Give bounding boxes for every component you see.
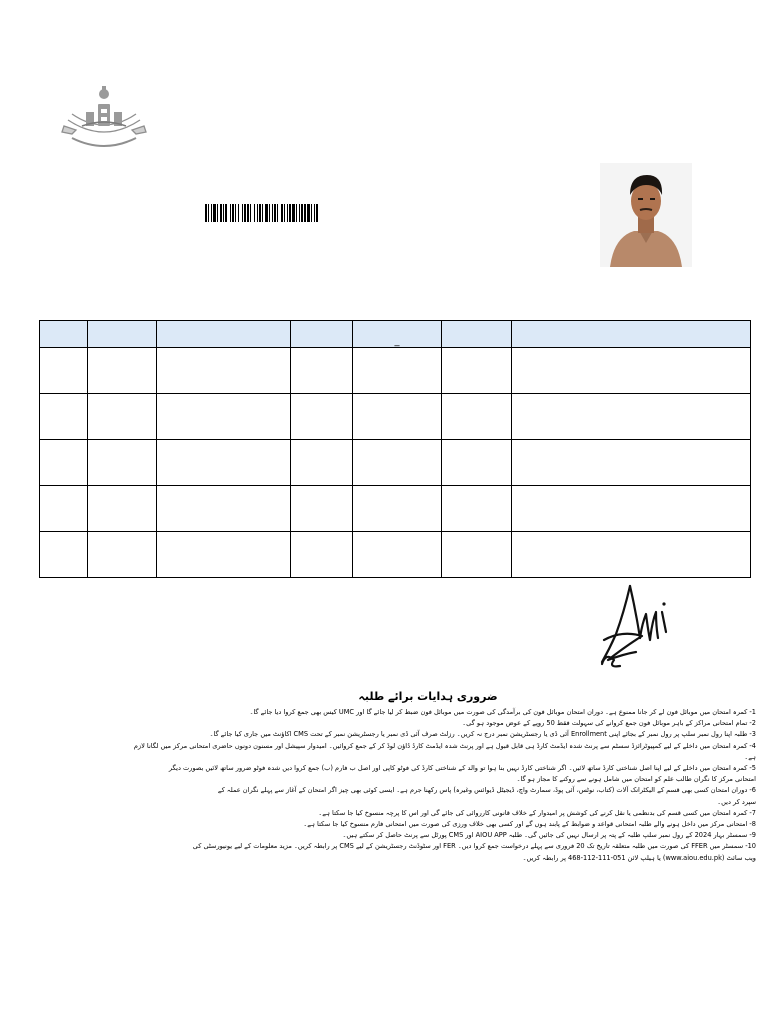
barcode-bar [259, 204, 261, 222]
table-cell [157, 440, 291, 486]
table-cell [512, 532, 751, 578]
roll-number-table [39, 320, 751, 578]
barcode-bar [205, 204, 207, 222]
barcode-bar [238, 204, 239, 222]
barcode-bar [235, 204, 236, 222]
barcode-bar [232, 204, 234, 222]
barcode [205, 204, 385, 222]
barcode-bar [262, 204, 263, 222]
barcode-bar [223, 204, 224, 222]
table-header-cell: _ [353, 321, 442, 348]
barcode-bar [265, 204, 268, 222]
barcode-bar [269, 204, 270, 222]
instruction-line: 10- سمسٹر میں FFER کی صورت میں طلبہ متعلقہ تاریخ تک 20 فروری سے پہلے درخواست جمع کروا دیں۔ FER اور سٹوڈنٹ رجسٹریشن کے لیے CMS پر رابطہ کریں۔ مزید معلومات کے لیے یونیورسٹی کی [192, 842, 756, 851]
table-header-cell [157, 321, 291, 348]
table-cell [442, 486, 512, 532]
barcode-bar [208, 204, 209, 222]
barcode-bar [242, 204, 243, 222]
barcode-bar [289, 204, 291, 222]
table-row [40, 486, 751, 532]
university-crest-logo [58, 82, 150, 152]
barcode-bar [281, 204, 283, 222]
barcode-bar [220, 204, 222, 222]
table-cell [88, 440, 157, 486]
barcode-bar [284, 204, 285, 222]
table-cell [40, 440, 88, 486]
barcode-bar [244, 204, 246, 222]
barcode-bar [311, 204, 312, 222]
barcode-bar [314, 204, 315, 222]
barcode-bar [274, 204, 276, 222]
student-photo [600, 163, 692, 267]
barcode-bar [250, 204, 251, 222]
instruction-line: 2- تمام امتحانی مراکز کے باہر موبائل فون جمع کروانے کی سہولت فقط 50 روپے کے عوض موجود ہو گی۔ [462, 719, 756, 728]
table-header-cell [512, 321, 751, 348]
table-header-cell [40, 321, 88, 348]
instruction-line: 8- امتحانی مرکز میں داخل ہونے والے طلبہ امتحانی قواعد و ضوابط کے پابند ہوں گے اور کسی بھی خلاف ورزی کی صورت میں امتحانی فارم منسوخ کیا جا سکتا ہے۔ [303, 820, 756, 829]
instruction-line: سپرد کر دیں۔ [717, 797, 756, 806]
table-cell [157, 532, 291, 578]
barcode-bar [304, 204, 306, 222]
table-header-cell [291, 321, 353, 348]
table-cell [512, 440, 751, 486]
barcode-bar [247, 204, 249, 222]
table-header-cell [88, 321, 157, 348]
table-cell [88, 486, 157, 532]
barcode-bar [272, 204, 273, 222]
table-row [40, 394, 751, 440]
table-cell [442, 532, 512, 578]
barcode-bar [307, 204, 310, 222]
table-cell [40, 532, 88, 578]
barcode-bar [257, 204, 258, 222]
barcode-bar [287, 204, 288, 222]
table-cell [88, 348, 157, 394]
table-cell [40, 486, 88, 532]
table-cell [353, 394, 442, 440]
table-cell [353, 348, 442, 394]
instruction-line: ویب سائٹ (www.aiou.edu.pk) یا ہیلپ لائن 051-111-112-468 پر رابطہ کریں۔ [522, 853, 756, 862]
instruction-line: 3- طلبہ اپنا رول نمبر سلپ پر رول نمبر کے بجائے اپنی Enrollment آئی ڈی یا رجسٹریشن نمبر درج نہ کریں۔ رزلٹ صرف آئی ڈی نمبر یا رجسٹریشن نمبر کے تحت CMS اکاؤنٹ میں جاری کیا جائے گا۔ [209, 730, 756, 739]
barcode-bar [217, 204, 218, 222]
table-cell [40, 348, 88, 394]
table-cell [512, 486, 751, 532]
barcode-bar [230, 204, 231, 222]
instructions-title: ضروری ہدایات برائے طلبہ [358, 690, 498, 703]
table-cell [157, 348, 291, 394]
table-cell [157, 486, 291, 532]
barcode-bar [277, 204, 278, 222]
table-cell [291, 440, 353, 486]
table-cell [353, 532, 442, 578]
table-cell [291, 486, 353, 532]
instruction-line: 1- کمرہ امتحان میں موبائل فون لے کر جانا ممنوع ہے۔ دوران امتحان موبائل فون کی برآمدگی کی صورت میں موبائل فون ضبط کر لیا جائے گا اور UMC کیس بھی جمع کروا دیا جائے گا۔ [249, 708, 756, 716]
table-cell [291, 394, 353, 440]
barcode-bar [211, 204, 212, 222]
barcode-bar [316, 204, 318, 222]
table-row [40, 348, 751, 394]
barcode-bar [225, 204, 227, 222]
table-cell [88, 532, 157, 578]
barcode-bar [296, 204, 297, 222]
barcode-bar [292, 204, 295, 222]
instruction-line: 6- دوران امتحان کسی بھی قسم کے الیکٹرانک آلات (کتاب، نوٹس، آئی پوڈ، سمارٹ واچ، ڈیجیٹل ڈیوائس وغیرہ) پاس رکھنا جرم ہے۔ ایسی کوئی بھی چیز اگر امتحان کے آغاز سے پہلے نگران عملہ کے [217, 786, 756, 795]
instruction-line: 7- کمرہ امتحان میں کسی قسم کی بدنظمی یا نقل کرنے کی کوشش پر امیدوار کے خلاف قانونی کارروائی کی جائے گی اور اس کا پرچہ منسوخ کیا جا سکتا ہے۔ [318, 808, 756, 817]
table-header-cell [442, 321, 512, 348]
barcode-bar [213, 204, 216, 222]
table-row [40, 532, 751, 578]
table-cell [442, 394, 512, 440]
instruction-line: امتحانی مرکز کا نگران طالب علم کو امتحان میں شامل ہونے سے روکنے کا مجاز ہو گا۔ [516, 775, 756, 784]
handwritten-signature [596, 582, 676, 672]
instruction-line: 9- سمسٹر بہار 2024 کے رول نمبر سلپ طلبہ کے پتہ پر ارسال نہیں کی جائیں گی۔ طلبہ AIOU APP اور CMS پورٹل سے پرنٹ حاصل کر سکتے ہیں۔ [342, 831, 756, 840]
table-cell [353, 486, 442, 532]
table-header-row [40, 321, 751, 348]
table-cell [291, 532, 353, 578]
table-cell [88, 394, 157, 440]
instruction-line: 4- کمرہ امتحان میں داخلے کے لیے کمپیوٹرائزڈ سسٹم سے پرنٹ شدہ ایڈمٹ کارڈ ہی قابل قبول ہے اور پرنٹ شدہ ایڈمٹ کارڈ ڈاؤن لوڈ کر کے جمع کروائیں۔ امیدوار سپیشل اور مسنون دونوں حاضری امتحانی مرکز میں لگانا لازم [133, 741, 756, 750]
table-cell [512, 348, 751, 394]
instructions-section [100, 690, 756, 864]
barcode-bar [301, 204, 303, 222]
table-cell [512, 394, 751, 440]
barcode-bar [254, 204, 255, 222]
barcode-bar [299, 204, 300, 222]
table-cell [291, 348, 353, 394]
table-cell [157, 394, 291, 440]
table-cell [442, 440, 512, 486]
instruction-line: ہے۔ [744, 752, 756, 761]
instruction-line: 5- کمرہ امتحان میں داخلے کے لیے اپنا اصل شناختی کارڈ ساتھ لائیں۔ اگر شناختی کارڈ نہیں بنا ہوا تو والد کے شناختی کارڈ کی فوٹو کاپی اور اصل ب فارم (ب) جمع کروا دیں شدہ فوٹو ضرور ساتھ لائیں بصورت دیگر [168, 764, 756, 773]
table-row [40, 440, 751, 486]
table-cell [353, 440, 442, 486]
table-cell [442, 348, 512, 394]
table-cell [40, 394, 88, 440]
